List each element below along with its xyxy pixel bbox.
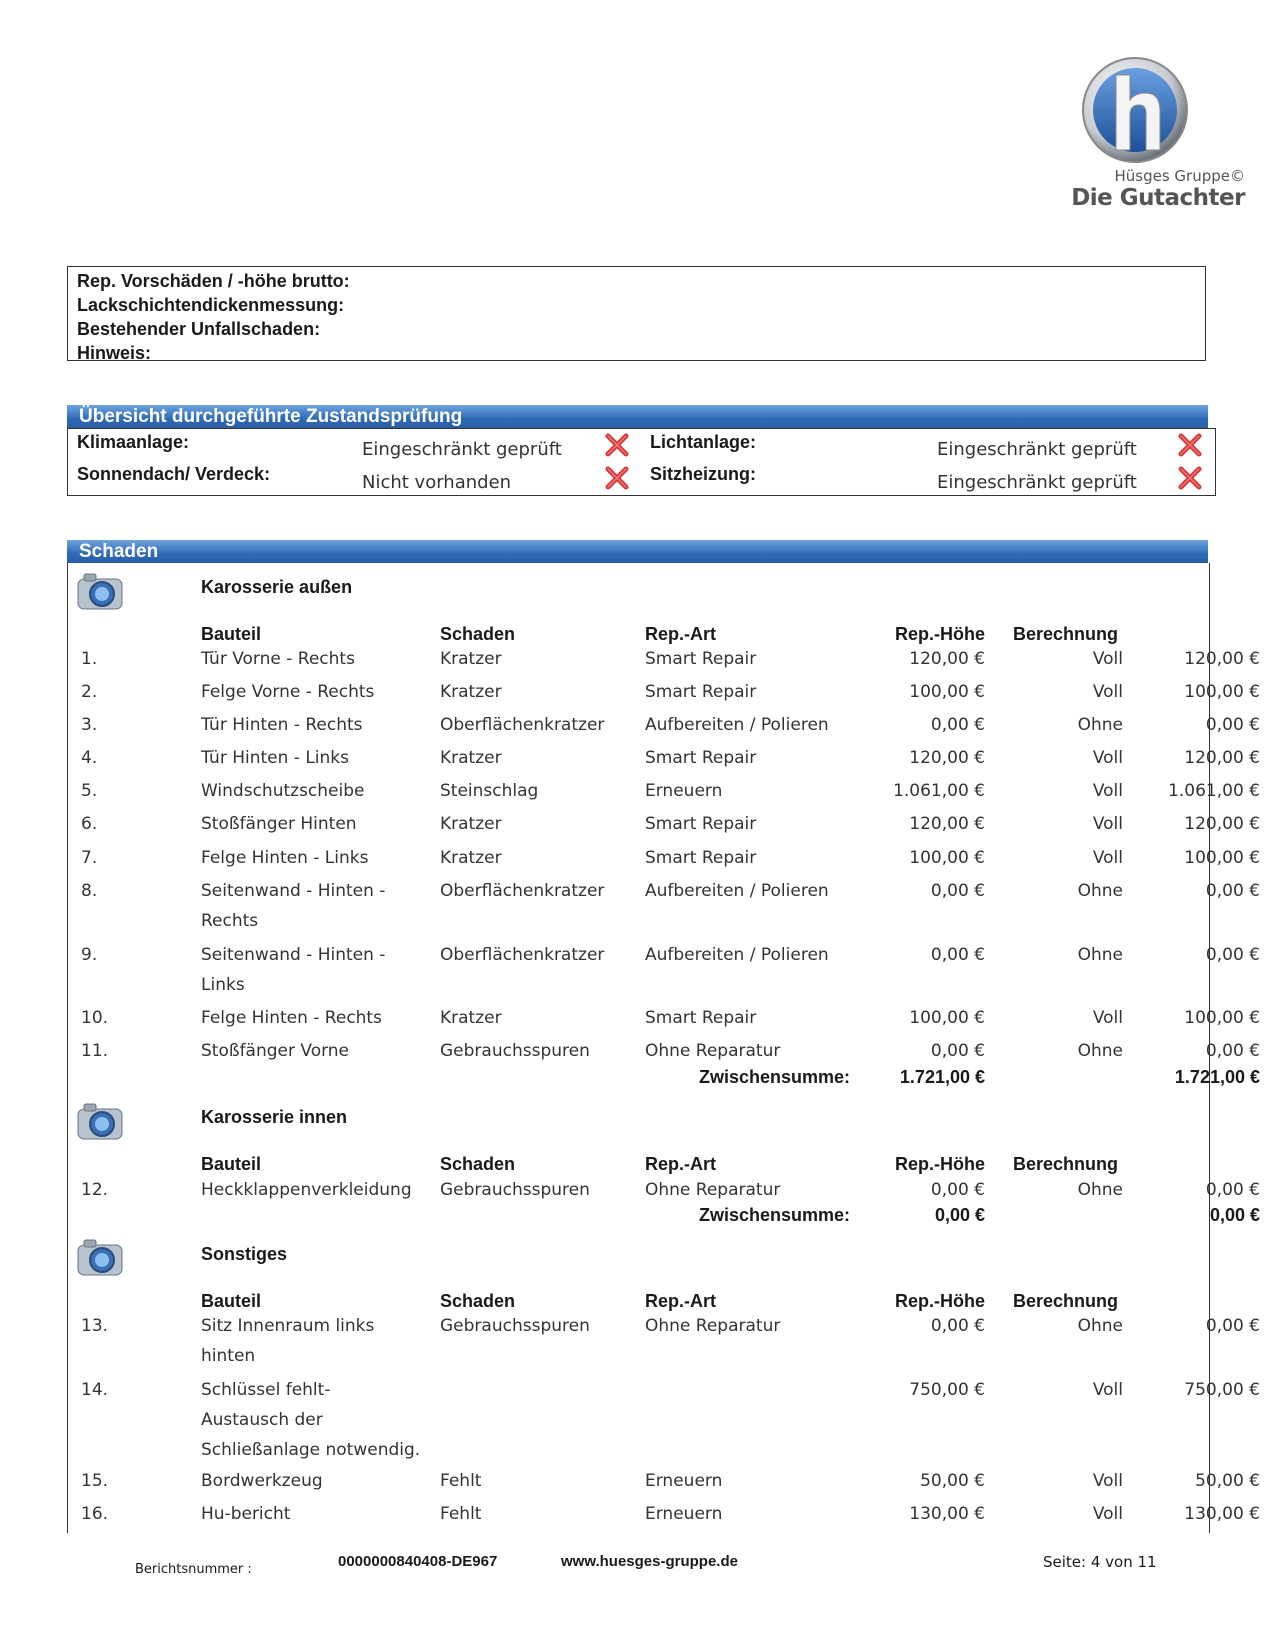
row-betrag: 0,00 € (1205, 881, 1260, 901)
row-number: 2. (81, 682, 98, 702)
row-betrag: 120,00 € (1184, 814, 1260, 834)
row-bauteil: Tür Vorne - Rechts (201, 649, 355, 669)
header-berechnung: Berechnung (1013, 1291, 1119, 1311)
row-schaden: Fehlt (440, 1504, 482, 1524)
row-repart: Aufbereiten / Polieren (645, 881, 829, 901)
row-schaden: Fehlt (440, 1471, 482, 1491)
row-repart: Ohne Reparatur (645, 1041, 781, 1061)
hinweis-label: Hinweis: (77, 343, 152, 363)
camera-icon (76, 1101, 124, 1141)
row-bauteil: Hu-bericht (201, 1504, 291, 1524)
row-bauteil: Stoßfänger Hinten (201, 814, 357, 834)
company-logo (1040, 55, 1245, 215)
row-repart: Smart Repair (645, 748, 757, 768)
group-title: Karosserie innen (201, 1107, 348, 1127)
row-number: 5. (81, 781, 98, 801)
header-repart: Rep.-Art (645, 1291, 716, 1311)
row-schaden: Kratzer (440, 848, 502, 868)
logo-emblem-icon (1080, 55, 1190, 167)
website-link[interactable]: www.huesges-gruppe.de (561, 1553, 738, 1570)
header-bauteil: Bauteil (201, 624, 262, 644)
row-repart: Erneuern (645, 781, 723, 801)
row-berechnung: Ohne (1077, 945, 1123, 965)
x-mark-icon (1177, 465, 1203, 491)
row-schaden: Kratzer (440, 814, 502, 834)
row-betrag: 0,00 € (1205, 1316, 1260, 1336)
report-number: 0000000840408-DE967 (338, 1553, 498, 1570)
header-rephoehe: Rep.-Höhe (895, 1291, 985, 1311)
row-schaden: Gebrauchsspuren (440, 1041, 590, 1061)
row-berechnung: Voll (1092, 682, 1123, 702)
row-repart: Smart Repair (645, 1008, 757, 1028)
row-number: 6. (81, 814, 98, 834)
row-number: 11. (81, 1041, 109, 1061)
sonnendach-value: Nicht vorhanden (362, 472, 512, 493)
klimaanlage-label: Klimaanlage: (77, 432, 190, 452)
sitzheizung-value: Eingeschränkt geprüft (937, 472, 1137, 493)
row-bauteil: Schlüssel fehlt- Austausch der Schließanlage notwendig. (201, 1380, 421, 1460)
row-number: 4. (81, 748, 98, 768)
row-betrag: 0,00 € (1205, 1041, 1260, 1061)
subtotal-label: Zwischensumme: (698, 1205, 850, 1225)
row-bauteil: Seitenwand - Hinten - Links (201, 945, 386, 995)
camera-icon (76, 571, 124, 611)
row-berechnung: Ohne (1077, 1180, 1123, 1200)
row-number: 3. (81, 715, 98, 735)
schaden-section-title: Schaden (67, 540, 1208, 563)
report-number-label: Berichtsnummer : (135, 1562, 252, 1577)
row-rephoehe: 0,00 € (930, 1316, 985, 1336)
row-rephoehe: 0,00 € (930, 881, 985, 901)
row-repart: Smart Repair (645, 649, 757, 669)
row-number: 8. (81, 881, 98, 901)
header-bauteil: Bauteil (201, 1154, 262, 1174)
vorschaeden-label: Rep. Vorschäden / -höhe brutto: (77, 271, 350, 291)
row-repart: Erneuern (645, 1504, 723, 1524)
row-berechnung: Ohne (1077, 1316, 1123, 1336)
row-betrag: 0,00 € (1205, 945, 1260, 965)
row-rephoehe: 0,00 € (930, 945, 985, 965)
row-bauteil: Tür Hinten - Links (201, 748, 350, 768)
row-betrag: 50,00 € (1195, 1471, 1260, 1491)
row-rephoehe: 120,00 € (909, 814, 985, 834)
row-bauteil: Sitz Innenraum links hinten (201, 1316, 375, 1366)
row-schaden: Oberflächenkratzer (440, 945, 605, 965)
group-title: Sonstiges (201, 1244, 288, 1264)
row-repart: Ohne Reparatur (645, 1316, 781, 1336)
row-schaden: Kratzer (440, 1008, 502, 1028)
row-repart: Aufbereiten / Polieren (645, 715, 829, 735)
row-berechnung: Ohne (1077, 715, 1123, 735)
subtotal-betrag: 1.721,00 € (1174, 1067, 1260, 1087)
row-berechnung: Voll (1092, 748, 1123, 768)
row-number: 13. (81, 1316, 109, 1336)
page-indicator: Seite: 4 von 11 (1043, 1553, 1157, 1571)
row-berechnung: Voll (1092, 1471, 1123, 1491)
row-bauteil: Felge Hinten - Rechts (201, 1008, 382, 1028)
row-berechnung: Voll (1092, 814, 1123, 834)
schaden-box (67, 563, 1260, 1533)
row-number: 10. (81, 1008, 109, 1028)
row-betrag: 0,00 € (1205, 1180, 1260, 1200)
row-betrag: 100,00 € (1184, 682, 1260, 702)
row-repart: Smart Repair (645, 682, 757, 702)
row-repart: Ohne Reparatur (645, 1180, 781, 1200)
x-mark-icon (604, 465, 630, 491)
header-repart: Rep.-Art (645, 1154, 716, 1174)
row-betrag: 100,00 € (1184, 1008, 1260, 1028)
row-schaden: Oberflächenkratzer (440, 715, 605, 735)
row-betrag: 750,00 € (1184, 1380, 1260, 1400)
subtotal-rephoehe: 0,00 € (934, 1205, 985, 1225)
row-rephoehe: 120,00 € (909, 748, 985, 768)
row-berechnung: Voll (1092, 1008, 1123, 1028)
row-betrag: 130,00 € (1184, 1504, 1260, 1524)
header-bauteil: Bauteil (201, 1291, 262, 1311)
row-rephoehe: 1.061,00 € (893, 781, 985, 801)
row-rephoehe: 100,00 € (909, 1008, 985, 1028)
row-berechnung: Voll (1092, 848, 1123, 868)
lackschicht-label: Lackschichtendickenmessung: (77, 295, 345, 315)
sitzheizung-label: Sitzheizung: (650, 464, 756, 484)
row-number: 15. (81, 1471, 109, 1491)
camera-icon (76, 1237, 124, 1277)
lichtanlage-value: Eingeschränkt geprüft (937, 439, 1137, 460)
row-rephoehe: 130,00 € (909, 1504, 985, 1524)
row-bauteil: Bordwerkzeug (201, 1471, 323, 1491)
row-betrag: 0,00 € (1205, 715, 1260, 735)
row-rephoehe: 100,00 € (909, 682, 985, 702)
row-berechnung: Ohne (1077, 1041, 1123, 1061)
row-berechnung: Voll (1092, 649, 1123, 669)
subtotal-label: Zwischensumme: (698, 1067, 850, 1087)
row-schaden: Oberflächenkratzer (440, 881, 605, 901)
zustand-section-title: Übersicht durchgeführte Zustandsprüfung (67, 405, 1208, 428)
header-repart: Rep.-Art (645, 624, 716, 644)
row-berechnung: Voll (1092, 1504, 1123, 1524)
row-schaden: Kratzer (440, 682, 502, 702)
unfallschaden-label: Bestehender Unfallschaden: (77, 319, 321, 339)
x-mark-icon (1177, 432, 1203, 458)
header-berechnung: Berechnung (1013, 624, 1119, 644)
row-number: 14. (81, 1380, 109, 1400)
row-berechnung: Voll (1092, 781, 1123, 801)
row-repart: Smart Repair (645, 814, 757, 834)
row-number: 9. (81, 945, 98, 965)
vorschaeden-box (67, 266, 1206, 361)
lichtanlage-label: Lichtanlage: (650, 432, 757, 452)
subtotal-betrag: 0,00 € (1209, 1205, 1260, 1225)
zustand-box (67, 428, 1216, 496)
header-rephoehe: Rep.-Höhe (895, 624, 985, 644)
header-schaden: Schaden (440, 1291, 516, 1311)
row-rephoehe: 750,00 € (909, 1380, 985, 1400)
row-betrag: 100,00 € (1184, 848, 1260, 868)
subtotal-rephoehe: 1.721,00 € (899, 1067, 985, 1087)
row-schaden: Gebrauchsspuren (440, 1316, 590, 1336)
group-title: Karosserie außen (201, 577, 353, 597)
row-rephoehe: 120,00 € (909, 649, 985, 669)
row-schaden: Gebrauchsspuren (440, 1180, 590, 1200)
row-number: 7. (81, 848, 98, 868)
row-repart: Erneuern (645, 1471, 723, 1491)
row-bauteil: Heckklappenverkleidung (201, 1180, 412, 1200)
logo-title: Die Gutachter (1071, 185, 1245, 211)
header-rephoehe: Rep.-Höhe (895, 1154, 985, 1174)
row-bauteil: Seitenwand - Hinten - Rechts (201, 881, 386, 931)
x-mark-icon (604, 432, 630, 458)
header-schaden: Schaden (440, 624, 516, 644)
header-schaden: Schaden (440, 1154, 516, 1174)
row-rephoehe: 0,00 € (930, 1180, 985, 1200)
row-repart: Aufbereiten / Polieren (645, 945, 829, 965)
row-berechnung: Voll (1092, 1380, 1123, 1400)
row-schaden: Kratzer (440, 649, 502, 669)
row-rephoehe: 100,00 € (909, 848, 985, 868)
logo-subtitle: Hüsges Gruppe© (1114, 167, 1245, 185)
row-number: 1. (81, 649, 98, 669)
row-bauteil: Tür Hinten - Rechts (201, 715, 363, 735)
row-betrag: 120,00 € (1184, 748, 1260, 768)
row-rephoehe: 50,00 € (920, 1471, 985, 1491)
sonnendach-label: Sonnendach/ Verdeck: (77, 464, 271, 484)
row-betrag: 120,00 € (1184, 649, 1260, 669)
row-schaden: Steinschlag (440, 781, 539, 801)
row-bauteil: Stoßfänger Vorne (201, 1041, 350, 1061)
row-schaden: Kratzer (440, 748, 502, 768)
row-bauteil: Windschutzscheibe (201, 781, 365, 801)
row-bauteil: Felge Hinten - Links (201, 848, 369, 868)
row-number: 12. (81, 1180, 109, 1200)
row-rephoehe: 0,00 € (930, 715, 985, 735)
header-berechnung: Berechnung (1013, 1154, 1119, 1174)
row-berechnung: Ohne (1077, 881, 1123, 901)
row-repart: Smart Repair (645, 848, 757, 868)
row-number: 16. (81, 1504, 109, 1524)
row-bauteil: Felge Vorne - Rechts (201, 682, 375, 702)
row-betrag: 1.061,00 € (1168, 781, 1260, 801)
klimaanlage-value: Eingeschränkt geprüft (362, 439, 562, 460)
row-rephoehe: 0,00 € (930, 1041, 985, 1061)
